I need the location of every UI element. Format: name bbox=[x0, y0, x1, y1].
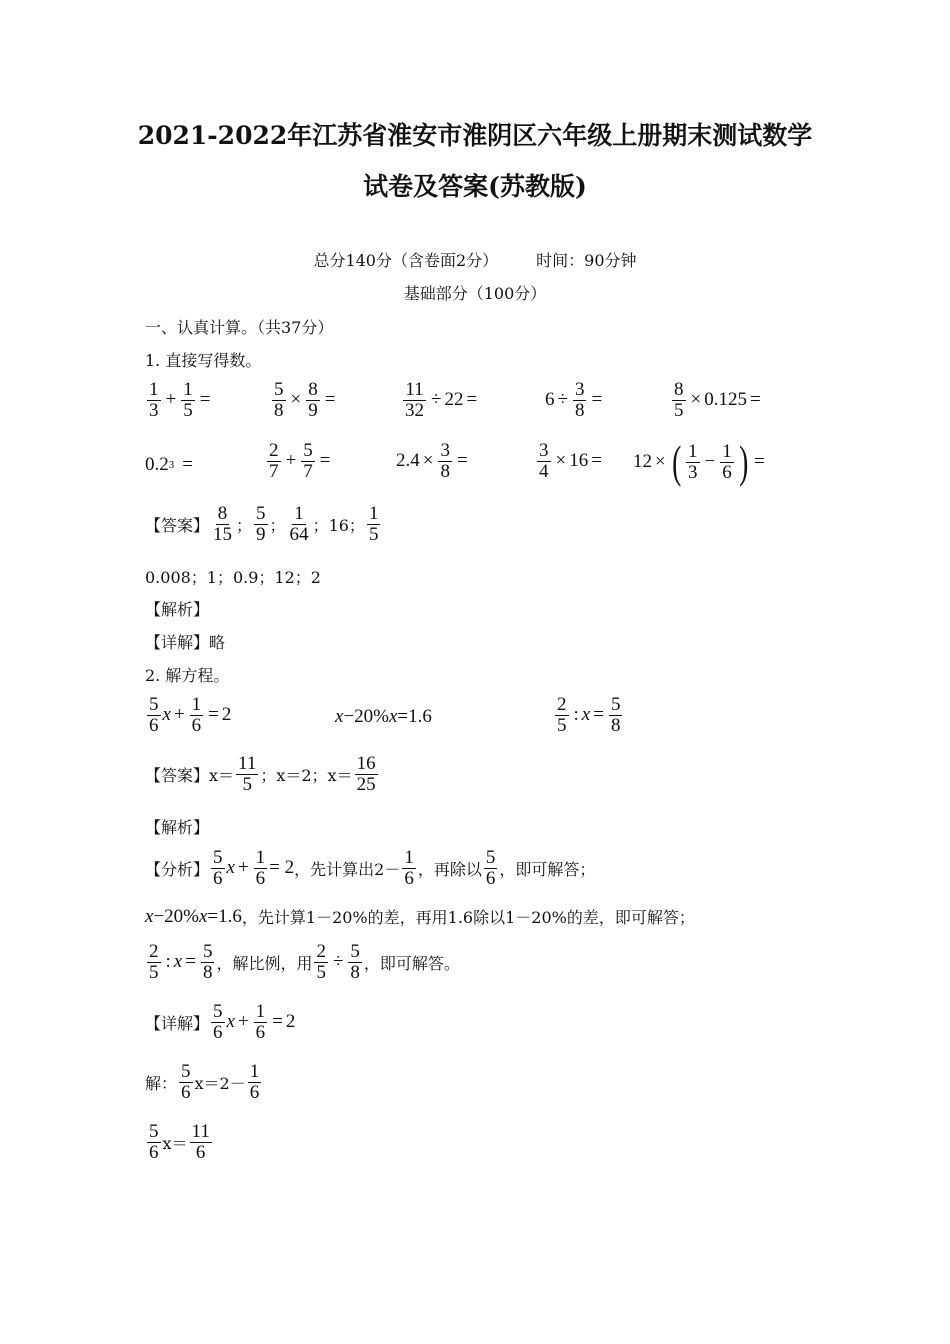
calc-8: 2.4 × $\frac{3}{8}$ = bbox=[396, 440, 468, 482]
q2-answer: 【答案】 x＝ $\frac{11}{5}$ ；x＝2；x＝ $\frac{16}{25}$ bbox=[145, 753, 376, 795]
q1-answer: 【答案】 $\frac{8}{15}$ ； $\frac{5}{9}$ ； $\frac{1}{64}$ ； 16； $\frac{1}{5}$ bbox=[145, 503, 379, 545]
q2-fenxi-3: $\frac{2}{5}$ : x = $\frac{5}{8}$ ，解比例，用 $\frac{2}{5}$ ÷ $\frac{5}{8}$ ，即可解答。 bbox=[149, 941, 460, 983]
q1-analysis-label: 【解析】 bbox=[145, 600, 210, 619]
calc-3: $\frac{11}{32}$ ÷ 22 = bbox=[405, 379, 478, 421]
q1-answer-line2: 0.008；1；0.9；12；2 bbox=[145, 568, 321, 587]
calc-2: $\frac{5}{8}$ × $\frac{8}{9}$ = bbox=[274, 379, 336, 421]
q2-detail: 【详解】 $\frac{5}{6}$ x + $\frac{1}{6}$ = 2 bbox=[145, 1001, 296, 1043]
total-score: 总分140分（含卷面2分） bbox=[313, 251, 499, 270]
q2-fenxi-2: x −20% x =1.6 ，先计算1－20%的差，再用1.6除以1－20%的差，即可解答； bbox=[145, 905, 695, 927]
calc-9: $\frac{3}{4}$ × 16 = bbox=[539, 440, 602, 482]
q2-fenxi-1: 【分析】 $\frac{5}{6}$ x + $\frac{1}{6}$ = 2 ，先计算出2－ $\frac{1}{6}$ ，再除以 $\frac{5}{6}$ ，即可解答； bbox=[145, 847, 596, 889]
q2-step-2: $\frac{5}{6}$ x＝ $\frac{11}{6}$ bbox=[149, 1121, 210, 1163]
doc-title-line1: 2021-2022年江苏省淮安市淮阴区六年级上册期末测试数学 bbox=[137, 121, 813, 150]
calc-10: 12 × ( $\frac{1}{3}$ − $\frac{1}{6}$ ) = bbox=[633, 436, 765, 487]
exam-time: 时间：90分钟 bbox=[536, 251, 637, 270]
equation-1: $\frac{5}{6}$ x + $\frac{1}{6}$ = 2 bbox=[149, 694, 232, 736]
calc-4: 6 ÷ $\frac{3}{8}$ = bbox=[545, 379, 603, 421]
q2-step-1: 解： $\frac{5}{6}$ x＝2－ $\frac{1}{6}$ bbox=[145, 1061, 260, 1103]
calc-6: 0.2 3 = bbox=[145, 454, 193, 475]
q1-title: 1. 直接写得数。 bbox=[145, 351, 262, 370]
q2-analysis-label: 【解析】 bbox=[145, 818, 210, 837]
section-1-heading: 一、认真计算。（共37分） bbox=[145, 318, 334, 337]
q2-title: 2. 解方程。 bbox=[145, 666, 230, 685]
equation-3: $\frac{2}{5}$ : x = $\frac{5}{8}$ bbox=[557, 694, 621, 736]
calc-1: $\frac{1}{3}$ + $\frac{1}{5}$ = bbox=[149, 379, 211, 421]
calc-5: $\frac{8}{5}$ × 0.125 = bbox=[674, 379, 761, 421]
doc-title-line2: 试卷及答案(苏教版) bbox=[363, 172, 587, 201]
calc-7: $\frac{2}{7}$ + $\frac{5}{7}$ = bbox=[269, 440, 331, 482]
basic-section: 基础部分（100分） bbox=[403, 284, 547, 303]
equation-2: x −20% x =1.6 bbox=[335, 706, 432, 727]
exam-meta bbox=[0, 248, 950, 271]
q1-detail: 【详解】略 bbox=[145, 633, 226, 652]
